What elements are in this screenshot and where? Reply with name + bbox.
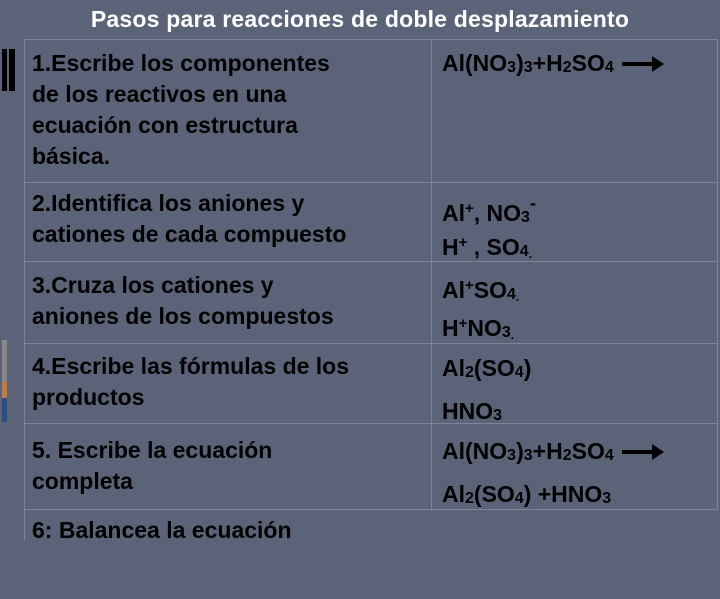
step-5-line: 5. Escribe la ecuación [32,437,273,463]
table-rule [24,182,718,183]
accent-bar-black-2 [9,49,15,91]
chem-charge: . [515,290,520,304]
chem-sup: + [458,315,468,332]
slide-title: Pasos para reacciones de doble desplazamiento [90,6,630,32]
table-rule [24,261,718,262]
step-5 [32,435,272,497]
chem-text: Al [442,200,465,226]
step-3-line: 3.Cruza los cationes y [32,272,274,298]
chem-sup: + [458,234,468,251]
chem-sub: 4 [604,59,614,76]
chem-sub: 3 [501,324,511,341]
chem-text: HNO [442,398,494,424]
product-formula-1 [442,353,531,388]
accent-bar-blue [2,398,7,422]
chem-sup: + [465,277,474,294]
chem-charge: . [528,247,533,261]
chem-sup: - [529,193,536,213]
table-rule [24,39,718,40]
chem-text: , NO [473,200,522,226]
complete-equation-reactants [442,436,664,471]
table-rule-vertical [431,39,432,510]
chem-sub: 2 [465,490,474,507]
chem-text: ) [523,355,532,381]
chem-text: (SO [473,355,515,381]
step-1 [32,48,330,172]
chem-text: , SO [467,234,520,260]
ions-reactant-2 [442,227,532,270]
chem-sub: 3 [602,490,612,507]
chem-sub: 2 [465,364,474,381]
step-1-line: de los reactivos en una [32,81,287,107]
table-rule [24,423,718,424]
step-2 [32,188,346,250]
chem-text: Al [442,481,465,507]
table-rule [24,509,718,510]
step-1-line: ecuación con estructura [32,112,298,138]
reactants-equation [442,48,664,83]
chem-sub: 3 [523,447,533,464]
chem-text: +H [532,438,563,464]
crossed-ions-1 [442,270,519,313]
chem-text: NO [467,315,502,341]
chem-sub: 3 [493,407,503,424]
chem-sub: 4 [604,447,614,464]
table-rule-vertical [717,39,718,510]
step-2-line: 2.Identifica los aniones y [32,190,305,216]
table-rule [24,343,718,344]
chem-sub: 4 [514,490,524,507]
table-rule-vertical [24,39,25,540]
step-6-line: 6: Balancea la ecuación [32,517,292,543]
step-6 [32,515,292,546]
step-1-line: 1.Escribe los componentes [32,50,330,76]
accent-bar-black [2,49,7,91]
chem-sub: 3 [507,447,517,464]
step-3-line: aniones de los compuestos [32,303,334,329]
step-3 [32,270,334,332]
chem-text: ) +HNO [523,481,603,507]
step-4-line: productos [32,384,145,410]
chem-text: Al [442,355,465,381]
chem-text: Al(NO [442,438,508,464]
chem-sub: 3 [521,209,530,226]
chem-text: SO [473,277,507,303]
chem-text: Al(NO [442,50,508,76]
step-2-line: cationes de cada compuesto [32,221,347,247]
chem-sub: 4 [514,364,524,381]
chem-text: H [442,315,459,341]
reaction-arrow-icon [622,53,664,73]
step-4-line: 4.Escribe las fórmulas de los [32,353,350,379]
chem-text: ) [516,50,524,76]
steps-table [24,39,718,599]
chem-text: Al [442,277,465,303]
crossed-ions-2 [442,308,514,351]
chem-sub: 4 [519,243,529,260]
chem-sub: 3 [523,59,533,76]
chem-sub: 4 [507,286,516,303]
reaction-arrow-icon [622,441,664,461]
chem-sup: + [465,200,474,217]
step-4 [32,351,349,413]
chem-text: ) [516,438,524,464]
step-1-line: básica. [32,143,110,169]
chem-sub: 2 [562,59,572,76]
accent-bar-orange [2,382,7,398]
chem-sub: 2 [562,447,572,464]
chem-text: +H [532,50,563,76]
chem-text: SO [571,438,605,464]
chem-charge: . [510,328,515,342]
chem-text: (SO [473,481,515,507]
chem-sub: 3 [507,59,517,76]
chem-text: H [442,234,459,260]
accent-bar-gray [2,340,7,382]
complete-equation-products [442,479,611,514]
step-5-line: completa [32,468,133,494]
product-formula-2 [442,396,502,431]
chem-text: SO [571,50,605,76]
